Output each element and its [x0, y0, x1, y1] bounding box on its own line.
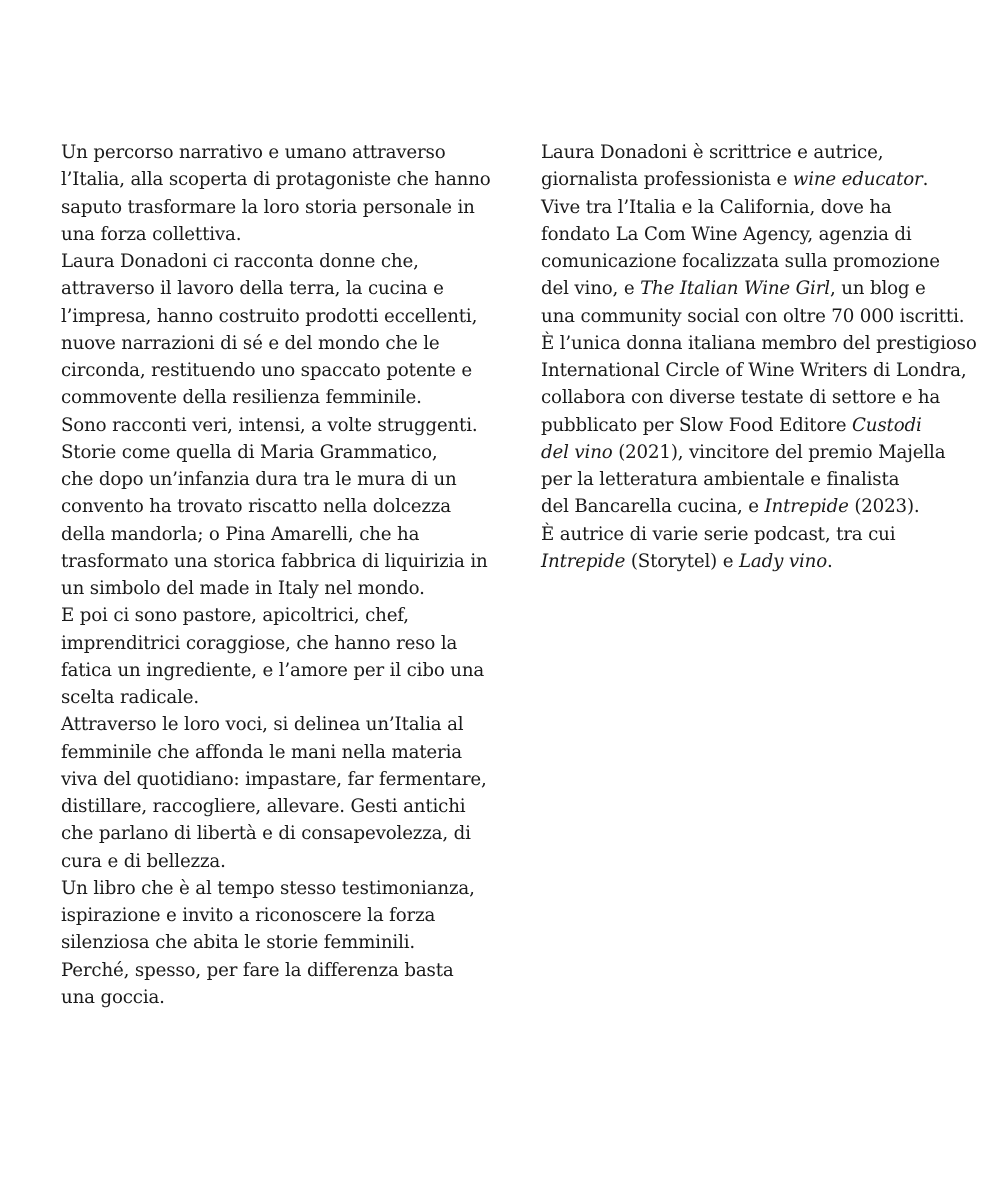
- text-line: [541, 357, 991, 384]
- text-line: [541, 166, 991, 193]
- text-segment: attraverso il lavoro della terra, la cucina e: [61, 278, 444, 300]
- text-line: [61, 439, 491, 466]
- text-line: [61, 166, 491, 193]
- text-segment: viva del quotidiano: impastare, far fermentare,: [61, 768, 487, 790]
- text-line: [61, 330, 491, 357]
- text-segment: , un blog e: [829, 278, 926, 300]
- text-segment: È l’unica donna italiana membro del prestigioso: [541, 332, 977, 354]
- text-segment: femminile che affonda le mani nella materia: [61, 741, 462, 763]
- text-line: [61, 521, 491, 548]
- text-line: [61, 466, 491, 493]
- italic-text: del vino: [541, 441, 613, 463]
- text-line: [61, 793, 491, 820]
- text-line: [61, 820, 491, 847]
- author-bio-column: [541, 139, 991, 575]
- text-segment: distillare, raccogliere, allevare. Gesti antichi: [61, 796, 466, 817]
- text-line: [61, 875, 491, 902]
- text-line: [61, 929, 491, 956]
- text-segment: commovente della resilienza femminile.: [61, 387, 422, 409]
- text-line: [541, 303, 991, 330]
- text-line: [61, 493, 491, 520]
- text-segment: cura e di bellezza.: [61, 850, 226, 872]
- text-line: [61, 548, 491, 575]
- text-segment: (2023).: [848, 496, 920, 518]
- text-segment: (2021), vincitore del premio Majella: [612, 441, 946, 463]
- text-segment: silenziosa che abita le storie femminili.: [61, 932, 416, 954]
- text-segment: Un libro che è al tempo stesso testimonianza,: [61, 877, 475, 899]
- text-line: [61, 139, 491, 166]
- italic-text: Intrepide: [764, 496, 849, 518]
- text-line: [61, 848, 491, 875]
- text-segment: nuove narrazioni di sé e del mondo che le: [61, 332, 440, 354]
- italic-text: wine educator: [792, 169, 923, 191]
- text-line: [541, 412, 991, 439]
- text-line: [61, 602, 491, 629]
- text-segment: fondato La Com Wine Agency, agenzia di: [541, 223, 912, 245]
- text-line: [61, 739, 491, 766]
- text-segment: .: [922, 169, 929, 191]
- text-line: [541, 521, 991, 548]
- text-segment: E poi ci sono pastore, apicoltrici, chef,: [61, 605, 409, 627]
- italic-text: Intrepide: [541, 550, 626, 572]
- text-segment: una community social con oltre 70 000 iscritti.: [541, 305, 965, 327]
- text-segment: pubblicato per Slow Food Editore: [541, 414, 853, 436]
- text-segment: un simbolo del made in Italy nel mondo.: [61, 578, 425, 599]
- text-segment: della mandorla; o Pina Amarelli, che ha: [61, 523, 420, 545]
- text-segment: che parlano di libertà e di consapevolezza, di: [61, 823, 471, 845]
- text-segment: È autrice di varie serie podcast, tra cui: [541, 523, 896, 545]
- text-segment: Perché, spesso, per fare la differenza basta: [61, 959, 454, 981]
- text-segment: l’Italia, alla scoperta di protagoniste che hanno: [61, 169, 491, 191]
- text-line: [61, 275, 491, 302]
- text-segment: collabora con diverse testate di settore e ha: [541, 387, 941, 409]
- italic-text: The Italian Wine Girl: [640, 278, 830, 300]
- text-line: [541, 548, 991, 575]
- text-segment: fatica un ingrediente, e l’amore per il cibo una: [61, 659, 485, 681]
- text-line: [541, 466, 991, 493]
- text-line: [61, 303, 491, 330]
- text-segment: imprenditrici coraggiose, che hanno reso la: [61, 632, 458, 654]
- text-segment: International Circle of Wine Writers di Londra,: [541, 360, 967, 381]
- text-line: [541, 384, 991, 411]
- text-segment: circonda, restituendo uno spaccato potente e: [61, 360, 473, 381]
- text-segment: l’impresa, hanno costruito prodotti eccellenti,: [61, 305, 478, 327]
- text-line: [61, 384, 491, 411]
- text-line: [61, 357, 491, 384]
- text-segment: (Storytel) e: [625, 550, 739, 572]
- text-line: [61, 984, 491, 1011]
- text-line: [61, 630, 491, 657]
- book-description-column: [61, 139, 491, 1011]
- italic-text: Custodi: [852, 414, 922, 436]
- text-line: [61, 711, 491, 738]
- italic-text: Lady vino: [738, 550, 827, 572]
- text-segment: ispirazione e invito a riconoscere la forza: [61, 905, 436, 926]
- text-segment: comunicazione focalizzata sulla promozione: [541, 251, 940, 272]
- text-segment: convento ha trovato riscatto nella dolcezza: [61, 496, 451, 518]
- text-segment: Attraverso le loro voci, si delinea un’Italia al: [61, 714, 464, 736]
- text-line: [541, 194, 991, 221]
- text-segment: giornalista professionista e: [541, 169, 793, 191]
- text-line: [61, 902, 491, 929]
- text-line: [541, 275, 991, 302]
- text-segment: Sono racconti veri, intensi, a volte struggenti.: [61, 414, 478, 436]
- text-segment: Laura Donadoni ci racconta donne che,: [61, 251, 419, 272]
- text-line: [61, 412, 491, 439]
- text-segment: trasformato una storica fabbrica di liquirizia in: [61, 550, 488, 572]
- text-line: [541, 248, 991, 275]
- text-line: [61, 221, 491, 248]
- text-line: [541, 493, 991, 520]
- text-line: [61, 575, 491, 602]
- text-segment: saputo trasformare la loro storia personale in: [61, 196, 475, 218]
- text-segment: Laura Donadoni è scrittrice e autrice,: [541, 142, 884, 163]
- text-segment: del Bancarella cucina, e: [541, 496, 765, 518]
- text-segment: del vino, e: [541, 278, 641, 300]
- text-segment: che dopo un’infanzia dura tra le mura di un: [61, 469, 457, 490]
- text-segment: per la letteratura ambientale e finalista: [541, 469, 900, 490]
- text-line: [61, 684, 491, 711]
- text-line: [61, 194, 491, 221]
- text-line: [61, 657, 491, 684]
- text-line: [541, 139, 991, 166]
- text-segment: una goccia.: [61, 986, 165, 1008]
- text-line: [61, 248, 491, 275]
- text-segment: Storie come quella di Maria Grammatico,: [61, 441, 438, 463]
- text-line: [541, 439, 991, 466]
- text-segment: .: [827, 550, 833, 572]
- text-segment: scelta radicale.: [61, 687, 200, 708]
- text-segment: Vive tra l’Italia e la California, dove ha: [541, 196, 892, 218]
- text-segment: una forza collettiva.: [61, 223, 242, 245]
- text-line: [541, 330, 991, 357]
- text-line: [61, 957, 491, 984]
- text-segment: Un percorso narrativo e umano attraverso: [61, 142, 446, 163]
- text-line: [541, 221, 991, 248]
- text-line: [61, 766, 491, 793]
